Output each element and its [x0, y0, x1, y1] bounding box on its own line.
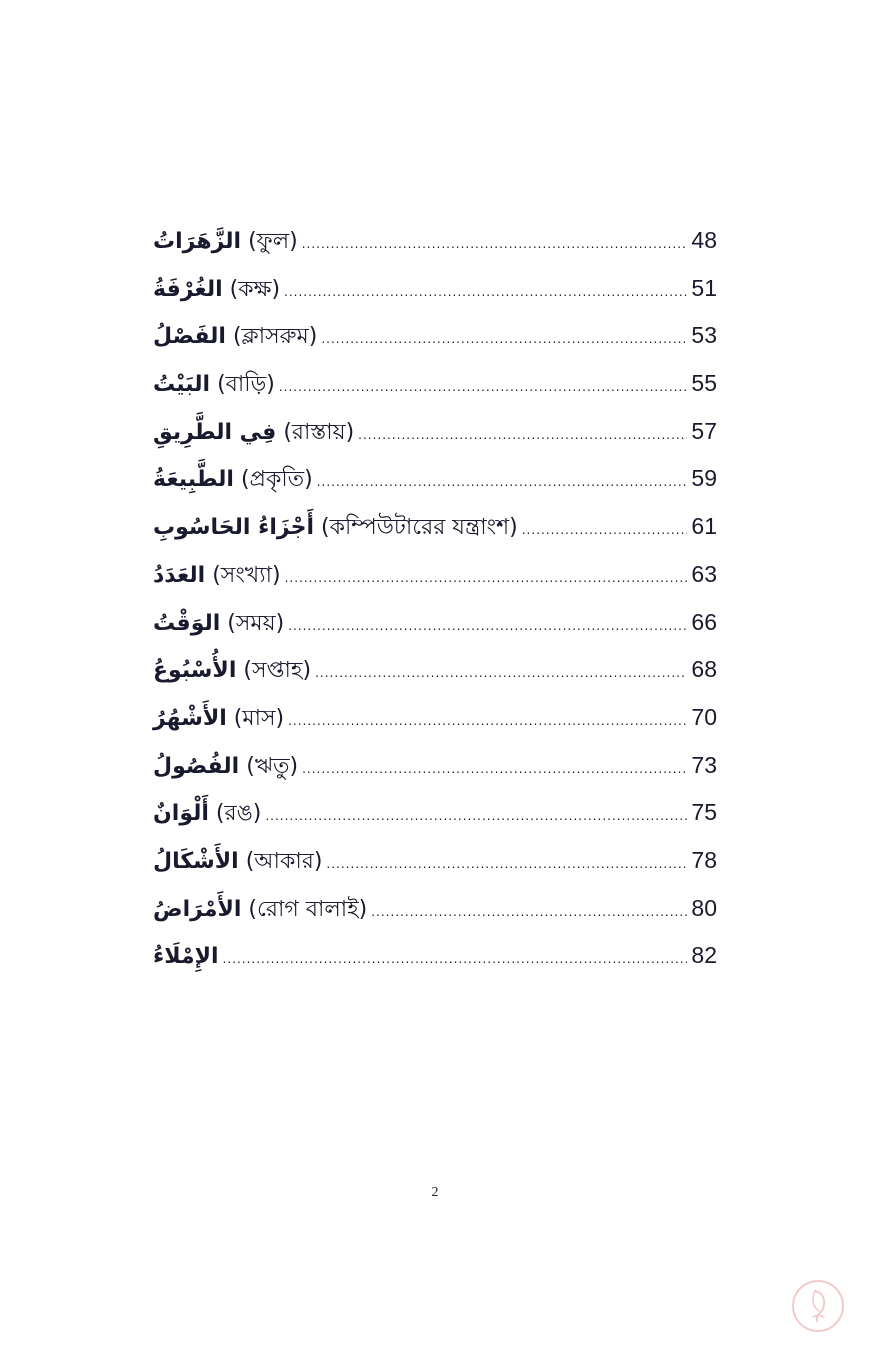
toc-entry-title: [153, 600, 288, 648]
toc-leader-dots: [317, 459, 688, 507]
toc-entry-arabic: الأَشْكَالُ: [153, 848, 239, 874]
toc-entry-arabic: العَدَدُ: [153, 562, 206, 588]
toc-entry-page: 63: [691, 560, 717, 587]
toc-entry-arabic: الطَّبِيعَةُ: [153, 467, 234, 493]
toc-entry[interactable]: [153, 408, 717, 456]
toc-entry-title: [153, 313, 321, 361]
toc-leader-dots: [284, 269, 687, 317]
toc-entry-title: [153, 647, 315, 695]
toc-entry[interactable]: [153, 503, 717, 551]
toc-leader-dots: [321, 316, 687, 364]
toc-entry-page: 61: [691, 513, 717, 540]
toc-entry-title: [153, 695, 288, 743]
toc-entry-page: 75: [691, 799, 717, 826]
toc-entry-title: [153, 933, 223, 981]
toc-entry-arabic: الإِمْلَاءُ: [153, 944, 219, 970]
toc-entry[interactable]: [153, 646, 717, 694]
toc-entry-bengali: (ঋতু): [246, 753, 299, 779]
toc-entry-arabic: البَيْتُ: [153, 372, 211, 398]
toc-leader-dots: [358, 412, 687, 460]
toc-entry[interactable]: [153, 312, 717, 360]
toc-entry[interactable]: [153, 742, 717, 790]
toc-entry-bengali: (সপ্তাহ): [243, 658, 312, 684]
toc-entry-title: [153, 790, 265, 838]
toc-entry-arabic: الغُرْفَةُ: [153, 276, 223, 302]
toc-leader-dots: [326, 841, 687, 889]
toc-entry-page: 70: [691, 703, 717, 730]
toc-entry-bengali: (কম্পিউটারের যন্ত্রাংশ): [320, 515, 518, 541]
toc-entry-bengali: (ফুল): [248, 229, 298, 254]
toc-entry-arabic: فِي الطَّرِيقِ: [153, 419, 277, 445]
toc-entry-title: [153, 838, 326, 886]
toc-entry[interactable]: [153, 837, 717, 885]
toc-entry-page: 53: [691, 322, 717, 349]
toc-entry[interactable]: [153, 885, 717, 933]
toc-entry[interactable]: [153, 360, 717, 408]
toc-entry-page: 59: [691, 465, 717, 492]
toc-entry[interactable]: [153, 551, 717, 599]
toc-entry-title: [153, 266, 284, 314]
toc-entry-title: [153, 504, 522, 552]
toc-leader-dots: [315, 650, 687, 698]
toc-leader-dots: [288, 603, 687, 651]
toc-entry-bengali: (ক্লাসরুম): [232, 324, 318, 350]
toc-entry[interactable]: [153, 932, 717, 980]
toc-entry[interactable]: [153, 455, 717, 503]
toc-leader-dots: [285, 555, 688, 603]
toc-entry[interactable]: [153, 789, 717, 837]
toc-leader-dots: [522, 507, 688, 555]
toc-entry-arabic: الفُصُولُ: [153, 753, 240, 779]
toc-entry[interactable]: [153, 694, 717, 742]
toc-entry-page: 55: [691, 370, 717, 397]
toc-entry-title: [153, 409, 358, 457]
toc-leader-dots: [302, 221, 688, 269]
toc-entry-bengali: (রোগ বালাই): [248, 896, 368, 922]
toc-entry-page: 73: [691, 751, 717, 778]
toc-entry-arabic: الأَشْهُرُ: [153, 705, 227, 731]
toc-entry-title: [153, 361, 279, 409]
toc-entry-bengali: (কক্ষ): [229, 276, 281, 302]
toc-entry-page: 66: [691, 608, 717, 635]
toc-entry-page: 57: [691, 417, 717, 444]
toc-leader-dots: [223, 936, 688, 984]
toc-entry-title: [153, 552, 285, 600]
toc-entry-arabic: الأَمْرَاضُ: [153, 896, 242, 922]
toc-leader-dots: [279, 364, 688, 412]
toc-entry-title: [153, 456, 317, 504]
quill-pen-logo-icon: [791, 1279, 845, 1333]
toc-leader-dots: [302, 746, 687, 794]
toc-entry-bengali: (রাস্তায়): [283, 419, 355, 445]
toc-entry[interactable]: [153, 265, 717, 313]
toc-entry-title: [153, 218, 302, 266]
toc-entry-page: 51: [691, 274, 717, 301]
toc-entry-bengali: (সংখ্যা): [212, 562, 281, 588]
toc-entry-arabic: أَلْوَانٌ: [153, 801, 209, 827]
toc-leader-dots: [288, 698, 687, 746]
toc-entry-bengali: (রঙ): [215, 801, 262, 827]
toc-entry-arabic: الأُسْبُوعُ: [153, 658, 237, 684]
toc-entry-bengali: (মাস): [233, 705, 285, 731]
toc-entry[interactable]: [153, 599, 717, 647]
toc-entry-arabic: أَجْزَاءُ الحَاسُوبِ: [153, 515, 314, 541]
table-of-contents: [153, 217, 717, 980]
toc-entry-page: 68: [691, 656, 717, 683]
toc-entry-page: 78: [691, 846, 717, 873]
toc-entry-page: 80: [691, 894, 717, 921]
toc-entry-page: 82: [691, 942, 717, 969]
toc-entry-arabic: الزَّهَرَاتُ: [153, 229, 242, 254]
toc-entry-bengali: (বাড়ি): [217, 372, 275, 398]
toc-entry-bengali: (সময়): [227, 610, 285, 636]
toc-entry-bengali: (প্রকৃতি): [240, 467, 313, 493]
page-number: 2: [431, 1185, 439, 1200]
toc-leader-dots: [265, 793, 687, 841]
toc-entry-title: [153, 886, 371, 934]
toc-entry-title: [153, 743, 302, 791]
toc-entry-bengali: (আকার): [245, 848, 323, 874]
toc-entry-arabic: الفَصْلُ: [153, 324, 226, 350]
toc-entry[interactable]: [153, 217, 717, 265]
toc-entry-page: 48: [691, 227, 717, 253]
toc-leader-dots: [371, 889, 687, 937]
toc-entry-arabic: الوَقْتُ: [153, 610, 221, 636]
